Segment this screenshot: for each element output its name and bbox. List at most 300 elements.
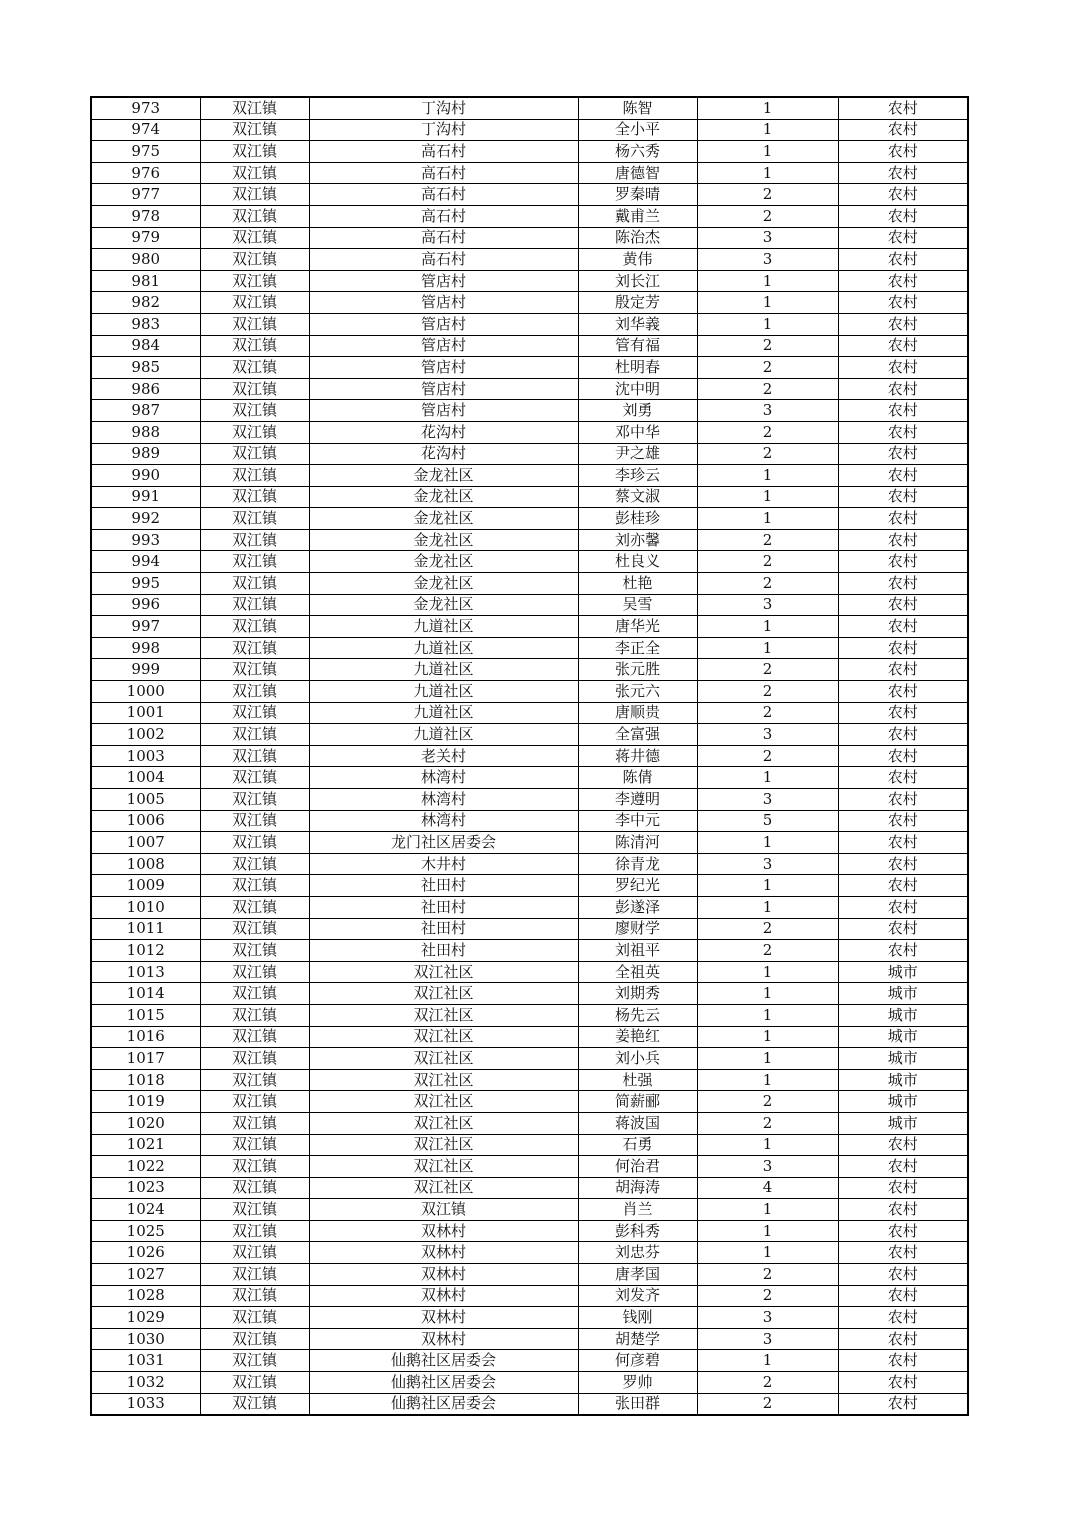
name-cell: 吴雪 bbox=[578, 594, 697, 616]
area-type-cell: 农村 bbox=[838, 249, 968, 271]
table-row bbox=[91, 551, 968, 573]
table-row bbox=[91, 119, 968, 141]
area-type-cell: 农村 bbox=[838, 141, 968, 163]
household-size-cell: 1 bbox=[697, 141, 838, 163]
town-cell: 双江镇 bbox=[200, 400, 309, 422]
name-cell: 蒋井德 bbox=[578, 745, 697, 767]
area-type-cell: 农村 bbox=[838, 681, 968, 703]
town-cell: 双江镇 bbox=[200, 789, 309, 811]
table-row bbox=[91, 465, 968, 487]
household-size-cell: 3 bbox=[697, 724, 838, 746]
name-cell: 彭遂泽 bbox=[578, 896, 697, 918]
area-type-cell: 农村 bbox=[838, 1372, 968, 1394]
table-row bbox=[91, 875, 968, 897]
area-type-cell: 农村 bbox=[838, 378, 968, 400]
table-row bbox=[91, 1264, 968, 1286]
table-row bbox=[91, 767, 968, 789]
household-size-cell: 2 bbox=[697, 1285, 838, 1307]
village-cell: 九道社区 bbox=[309, 702, 578, 724]
town-cell: 双江镇 bbox=[200, 896, 309, 918]
town-cell: 双江镇 bbox=[200, 961, 309, 983]
name-cell: 刘发齐 bbox=[578, 1285, 697, 1307]
town-cell: 双江镇 bbox=[200, 1350, 309, 1372]
town-cell: 双江镇 bbox=[200, 141, 309, 163]
household-size-cell: 1 bbox=[697, 1069, 838, 1091]
row-number-cell: 1033 bbox=[91, 1393, 200, 1415]
table-row bbox=[91, 1177, 968, 1199]
table-row bbox=[91, 443, 968, 465]
town-cell: 双江镇 bbox=[200, 918, 309, 940]
area-type-cell: 农村 bbox=[838, 1350, 968, 1372]
area-type-cell: 农村 bbox=[838, 940, 968, 962]
row-number-cell: 992 bbox=[91, 508, 200, 530]
household-size-cell: 1 bbox=[697, 1220, 838, 1242]
name-cell: 蔡文淑 bbox=[578, 486, 697, 508]
table-row bbox=[91, 1199, 968, 1221]
area-type-cell: 农村 bbox=[838, 465, 968, 487]
name-cell: 李珍云 bbox=[578, 465, 697, 487]
name-cell: 杜艳 bbox=[578, 573, 697, 595]
village-cell: 双林村 bbox=[309, 1242, 578, 1264]
row-number-cell: 980 bbox=[91, 249, 200, 271]
row-number-cell: 1010 bbox=[91, 896, 200, 918]
row-number-cell: 1000 bbox=[91, 681, 200, 703]
row-number-cell: 1022 bbox=[91, 1156, 200, 1178]
town-cell: 双江镇 bbox=[200, 1134, 309, 1156]
town-cell: 双江镇 bbox=[200, 1112, 309, 1134]
village-cell: 金龙社区 bbox=[309, 594, 578, 616]
town-cell: 双江镇 bbox=[200, 853, 309, 875]
row-number-cell: 983 bbox=[91, 313, 200, 335]
table-row bbox=[91, 1112, 968, 1134]
town-cell: 双江镇 bbox=[200, 1069, 309, 1091]
data-table bbox=[90, 96, 969, 1416]
village-cell: 双江社区 bbox=[309, 961, 578, 983]
row-number-cell: 1004 bbox=[91, 767, 200, 789]
village-cell: 双江社区 bbox=[309, 1112, 578, 1134]
name-cell: 刘亦馨 bbox=[578, 529, 697, 551]
table-row bbox=[91, 961, 968, 983]
village-cell: 花沟村 bbox=[309, 443, 578, 465]
name-cell: 罗纪光 bbox=[578, 875, 697, 897]
area-type-cell: 农村 bbox=[838, 1285, 968, 1307]
row-number-cell: 1020 bbox=[91, 1112, 200, 1134]
town-cell: 双江镇 bbox=[200, 227, 309, 249]
area-type-cell: 农村 bbox=[838, 313, 968, 335]
area-type-cell: 农村 bbox=[838, 1393, 968, 1415]
household-size-cell: 2 bbox=[697, 681, 838, 703]
table-row bbox=[91, 983, 968, 1005]
row-number-cell: 994 bbox=[91, 551, 200, 573]
household-size-cell: 4 bbox=[697, 1177, 838, 1199]
area-type-cell: 农村 bbox=[838, 637, 968, 659]
name-cell: 蒋波国 bbox=[578, 1112, 697, 1134]
household-size-cell: 3 bbox=[697, 1307, 838, 1329]
village-cell: 高石村 bbox=[309, 162, 578, 184]
area-type-cell: 农村 bbox=[838, 97, 968, 119]
row-number-cell: 1021 bbox=[91, 1134, 200, 1156]
town-cell: 双江镇 bbox=[200, 1393, 309, 1415]
table-row bbox=[91, 594, 968, 616]
town-cell: 双江镇 bbox=[200, 616, 309, 638]
table-row bbox=[91, 1372, 968, 1394]
area-type-cell: 农村 bbox=[838, 745, 968, 767]
name-cell: 邓中华 bbox=[578, 421, 697, 443]
town-cell: 双江镇 bbox=[200, 508, 309, 530]
row-number-cell: 991 bbox=[91, 486, 200, 508]
village-cell: 管店村 bbox=[309, 378, 578, 400]
town-cell: 双江镇 bbox=[200, 1004, 309, 1026]
name-cell: 杜强 bbox=[578, 1069, 697, 1091]
household-size-cell: 1 bbox=[697, 313, 838, 335]
town-cell: 双江镇 bbox=[200, 119, 309, 141]
area-type-cell: 农村 bbox=[838, 616, 968, 638]
name-cell: 刘华義 bbox=[578, 313, 697, 335]
village-cell: 管店村 bbox=[309, 335, 578, 357]
table-row bbox=[91, 745, 968, 767]
town-cell: 双江镇 bbox=[200, 378, 309, 400]
area-type-cell: 农村 bbox=[838, 529, 968, 551]
household-size-cell: 3 bbox=[697, 789, 838, 811]
row-number-cell: 995 bbox=[91, 573, 200, 595]
table-row bbox=[91, 853, 968, 875]
household-size-cell: 2 bbox=[697, 205, 838, 227]
village-cell: 九道社区 bbox=[309, 724, 578, 746]
household-size-cell: 2 bbox=[697, 184, 838, 206]
row-number-cell: 975 bbox=[91, 141, 200, 163]
household-size-cell: 2 bbox=[697, 918, 838, 940]
household-size-cell: 1 bbox=[697, 292, 838, 314]
household-size-cell: 2 bbox=[697, 1264, 838, 1286]
name-cell: 陈清河 bbox=[578, 832, 697, 854]
row-number-cell: 1032 bbox=[91, 1372, 200, 1394]
table-row bbox=[91, 896, 968, 918]
village-cell: 高石村 bbox=[309, 249, 578, 271]
area-type-cell: 城市 bbox=[838, 1112, 968, 1134]
household-size-cell: 2 bbox=[697, 443, 838, 465]
town-cell: 双江镇 bbox=[200, 594, 309, 616]
row-number-cell: 973 bbox=[91, 97, 200, 119]
village-cell: 双江社区 bbox=[309, 1048, 578, 1070]
household-size-cell: 1 bbox=[697, 1350, 838, 1372]
row-number-cell: 997 bbox=[91, 616, 200, 638]
name-cell: 沈中明 bbox=[578, 378, 697, 400]
area-type-cell: 农村 bbox=[838, 292, 968, 314]
area-type-cell: 农村 bbox=[838, 400, 968, 422]
table-row bbox=[91, 1350, 968, 1372]
area-type-cell: 农村 bbox=[838, 724, 968, 746]
household-size-cell: 1 bbox=[697, 162, 838, 184]
table-row bbox=[91, 832, 968, 854]
name-cell: 唐华光 bbox=[578, 616, 697, 638]
town-cell: 双江镇 bbox=[200, 983, 309, 1005]
household-size-cell: 2 bbox=[697, 1112, 838, 1134]
table-row bbox=[91, 616, 968, 638]
household-size-cell: 1 bbox=[697, 1004, 838, 1026]
row-number-cell: 1014 bbox=[91, 983, 200, 1005]
village-cell: 社田村 bbox=[309, 896, 578, 918]
town-cell: 双江镇 bbox=[200, 421, 309, 443]
household-size-cell: 3 bbox=[697, 227, 838, 249]
village-cell: 林湾村 bbox=[309, 789, 578, 811]
area-type-cell: 城市 bbox=[838, 1004, 968, 1026]
row-number-cell: 999 bbox=[91, 659, 200, 681]
row-number-cell: 986 bbox=[91, 378, 200, 400]
table-row bbox=[91, 378, 968, 400]
household-size-cell: 1 bbox=[697, 875, 838, 897]
household-size-cell: 2 bbox=[697, 1091, 838, 1113]
table-row bbox=[91, 205, 968, 227]
town-cell: 双江镇 bbox=[200, 249, 309, 271]
row-number-cell: 1006 bbox=[91, 810, 200, 832]
row-number-cell: 981 bbox=[91, 270, 200, 292]
village-cell: 花沟村 bbox=[309, 421, 578, 443]
table-row bbox=[91, 486, 968, 508]
village-cell: 双江社区 bbox=[309, 1156, 578, 1178]
row-number-cell: 990 bbox=[91, 465, 200, 487]
table-row bbox=[91, 292, 968, 314]
household-size-cell: 2 bbox=[697, 357, 838, 379]
row-number-cell: 1015 bbox=[91, 1004, 200, 1026]
row-number-cell: 1026 bbox=[91, 1242, 200, 1264]
town-cell: 双江镇 bbox=[200, 529, 309, 551]
village-cell: 金龙社区 bbox=[309, 465, 578, 487]
town-cell: 双江镇 bbox=[200, 1026, 309, 1048]
row-number-cell: 1017 bbox=[91, 1048, 200, 1070]
name-cell: 罗秦晴 bbox=[578, 184, 697, 206]
village-cell: 双江社区 bbox=[309, 1134, 578, 1156]
area-type-cell: 农村 bbox=[838, 486, 968, 508]
town-cell: 双江镇 bbox=[200, 1264, 309, 1286]
name-cell: 杜良义 bbox=[578, 551, 697, 573]
name-cell: 彭科秀 bbox=[578, 1220, 697, 1242]
village-cell: 金龙社区 bbox=[309, 529, 578, 551]
table-row bbox=[91, 357, 968, 379]
town-cell: 双江镇 bbox=[200, 832, 309, 854]
row-number-cell: 998 bbox=[91, 637, 200, 659]
name-cell: 肖兰 bbox=[578, 1199, 697, 1221]
name-cell: 刘期秀 bbox=[578, 983, 697, 1005]
table-row bbox=[91, 681, 968, 703]
village-cell: 双林村 bbox=[309, 1328, 578, 1350]
town-cell: 双江镇 bbox=[200, 1091, 309, 1113]
name-cell: 刘祖平 bbox=[578, 940, 697, 962]
table-row bbox=[91, 227, 968, 249]
town-cell: 双江镇 bbox=[200, 1048, 309, 1070]
household-size-cell: 2 bbox=[697, 378, 838, 400]
table-row bbox=[91, 918, 968, 940]
town-cell: 双江镇 bbox=[200, 313, 309, 335]
household-size-cell: 3 bbox=[697, 594, 838, 616]
town-cell: 双江镇 bbox=[200, 702, 309, 724]
row-number-cell: 1002 bbox=[91, 724, 200, 746]
name-cell: 张田群 bbox=[578, 1393, 697, 1415]
area-type-cell: 农村 bbox=[838, 119, 968, 141]
town-cell: 双江镇 bbox=[200, 162, 309, 184]
village-cell: 九道社区 bbox=[309, 637, 578, 659]
household-size-cell: 1 bbox=[697, 637, 838, 659]
name-cell: 姜艳红 bbox=[578, 1026, 697, 1048]
town-cell: 双江镇 bbox=[200, 573, 309, 595]
table-row bbox=[91, 1048, 968, 1070]
village-cell: 管店村 bbox=[309, 270, 578, 292]
town-cell: 双江镇 bbox=[200, 810, 309, 832]
name-cell: 尹之雄 bbox=[578, 443, 697, 465]
row-number-cell: 1012 bbox=[91, 940, 200, 962]
table-row bbox=[91, 573, 968, 595]
household-size-cell: 3 bbox=[697, 1156, 838, 1178]
row-number-cell: 996 bbox=[91, 594, 200, 616]
area-type-cell: 城市 bbox=[838, 983, 968, 1005]
name-cell: 何治君 bbox=[578, 1156, 697, 1178]
table-row bbox=[91, 421, 968, 443]
household-size-cell: 1 bbox=[697, 119, 838, 141]
row-number-cell: 989 bbox=[91, 443, 200, 465]
area-type-cell: 农村 bbox=[838, 1264, 968, 1286]
area-type-cell: 农村 bbox=[838, 875, 968, 897]
household-size-cell: 1 bbox=[697, 983, 838, 1005]
village-cell: 仙鹅社区居委会 bbox=[309, 1393, 578, 1415]
village-cell: 高石村 bbox=[309, 205, 578, 227]
table-row bbox=[91, 1242, 968, 1264]
village-cell: 仙鹅社区居委会 bbox=[309, 1372, 578, 1394]
name-cell: 彭桂珍 bbox=[578, 508, 697, 530]
name-cell: 罗帅 bbox=[578, 1372, 697, 1394]
row-number-cell: 1029 bbox=[91, 1307, 200, 1329]
name-cell: 全小平 bbox=[578, 119, 697, 141]
area-type-cell: 农村 bbox=[838, 573, 968, 595]
name-cell: 唐孝国 bbox=[578, 1264, 697, 1286]
name-cell: 钱刚 bbox=[578, 1307, 697, 1329]
area-type-cell: 农村 bbox=[838, 508, 968, 530]
town-cell: 双江镇 bbox=[200, 551, 309, 573]
household-size-cell: 1 bbox=[697, 486, 838, 508]
village-cell: 九道社区 bbox=[309, 616, 578, 638]
table-row bbox=[91, 97, 968, 119]
town-cell: 双江镇 bbox=[200, 486, 309, 508]
town-cell: 双江镇 bbox=[200, 1372, 309, 1394]
town-cell: 双江镇 bbox=[200, 767, 309, 789]
row-number-cell: 985 bbox=[91, 357, 200, 379]
row-number-cell: 977 bbox=[91, 184, 200, 206]
row-number-cell: 1016 bbox=[91, 1026, 200, 1048]
name-cell: 陈智 bbox=[578, 97, 697, 119]
village-cell: 双江社区 bbox=[309, 1004, 578, 1026]
household-size-cell: 1 bbox=[697, 1242, 838, 1264]
household-size-cell: 1 bbox=[697, 1199, 838, 1221]
table-row bbox=[91, 659, 968, 681]
table-body bbox=[91, 97, 968, 1415]
household-size-cell: 2 bbox=[697, 529, 838, 551]
village-cell: 木井村 bbox=[309, 853, 578, 875]
area-type-cell: 农村 bbox=[838, 918, 968, 940]
name-cell: 杜明春 bbox=[578, 357, 697, 379]
area-type-cell: 农村 bbox=[838, 205, 968, 227]
table-row bbox=[91, 1220, 968, 1242]
household-size-cell: 3 bbox=[697, 400, 838, 422]
village-cell: 高石村 bbox=[309, 184, 578, 206]
name-cell: 李正全 bbox=[578, 637, 697, 659]
row-number-cell: 987 bbox=[91, 400, 200, 422]
town-cell: 双江镇 bbox=[200, 205, 309, 227]
name-cell: 管有福 bbox=[578, 335, 697, 357]
town-cell: 双江镇 bbox=[200, 1199, 309, 1221]
household-size-cell: 2 bbox=[697, 335, 838, 357]
village-cell: 金龙社区 bbox=[309, 573, 578, 595]
village-cell: 金龙社区 bbox=[309, 486, 578, 508]
village-cell: 金龙社区 bbox=[309, 551, 578, 573]
village-cell: 双江社区 bbox=[309, 1069, 578, 1091]
name-cell: 简薪郦 bbox=[578, 1091, 697, 1113]
row-number-cell: 978 bbox=[91, 205, 200, 227]
area-type-cell: 农村 bbox=[838, 810, 968, 832]
row-number-cell: 979 bbox=[91, 227, 200, 249]
name-cell: 杨先云 bbox=[578, 1004, 697, 1026]
household-size-cell: 1 bbox=[697, 270, 838, 292]
table-row bbox=[91, 529, 968, 551]
row-number-cell: 1008 bbox=[91, 853, 200, 875]
table-row bbox=[91, 313, 968, 335]
name-cell: 张元六 bbox=[578, 681, 697, 703]
table-row bbox=[91, 1134, 968, 1156]
row-number-cell: 976 bbox=[91, 162, 200, 184]
row-number-cell: 1031 bbox=[91, 1350, 200, 1372]
household-size-cell: 2 bbox=[697, 745, 838, 767]
household-size-cell: 1 bbox=[697, 832, 838, 854]
table-row bbox=[91, 1328, 968, 1350]
village-cell: 双江社区 bbox=[309, 1177, 578, 1199]
table-row bbox=[91, 162, 968, 184]
row-number-cell: 1025 bbox=[91, 1220, 200, 1242]
area-type-cell: 农村 bbox=[838, 659, 968, 681]
area-type-cell: 农村 bbox=[838, 789, 968, 811]
village-cell: 龙门社区居委会 bbox=[309, 832, 578, 854]
row-number-cell: 1030 bbox=[91, 1328, 200, 1350]
name-cell: 张元胜 bbox=[578, 659, 697, 681]
table-row bbox=[91, 1156, 968, 1178]
town-cell: 双江镇 bbox=[200, 270, 309, 292]
town-cell: 双江镇 bbox=[200, 465, 309, 487]
village-cell: 九道社区 bbox=[309, 681, 578, 703]
town-cell: 双江镇 bbox=[200, 681, 309, 703]
table-row bbox=[91, 724, 968, 746]
town-cell: 双江镇 bbox=[200, 357, 309, 379]
name-cell: 石勇 bbox=[578, 1134, 697, 1156]
village-cell: 林湾村 bbox=[309, 810, 578, 832]
household-size-cell: 1 bbox=[697, 97, 838, 119]
village-cell: 老关村 bbox=[309, 745, 578, 767]
name-cell: 陈治杰 bbox=[578, 227, 697, 249]
village-cell: 社田村 bbox=[309, 875, 578, 897]
village-cell: 管店村 bbox=[309, 357, 578, 379]
name-cell: 唐顺贵 bbox=[578, 702, 697, 724]
table-row bbox=[91, 508, 968, 530]
table-row bbox=[91, 400, 968, 422]
household-size-cell: 2 bbox=[697, 659, 838, 681]
area-type-cell: 农村 bbox=[838, 184, 968, 206]
town-cell: 双江镇 bbox=[200, 1242, 309, 1264]
name-cell: 陈倩 bbox=[578, 767, 697, 789]
area-type-cell: 农村 bbox=[838, 896, 968, 918]
town-cell: 双江镇 bbox=[200, 1156, 309, 1178]
row-number-cell: 1007 bbox=[91, 832, 200, 854]
village-cell: 双林村 bbox=[309, 1264, 578, 1286]
village-cell: 双林村 bbox=[309, 1285, 578, 1307]
household-size-cell: 3 bbox=[697, 249, 838, 271]
row-number-cell: 1027 bbox=[91, 1264, 200, 1286]
name-cell: 刘长江 bbox=[578, 270, 697, 292]
area-type-cell: 农村 bbox=[838, 335, 968, 357]
